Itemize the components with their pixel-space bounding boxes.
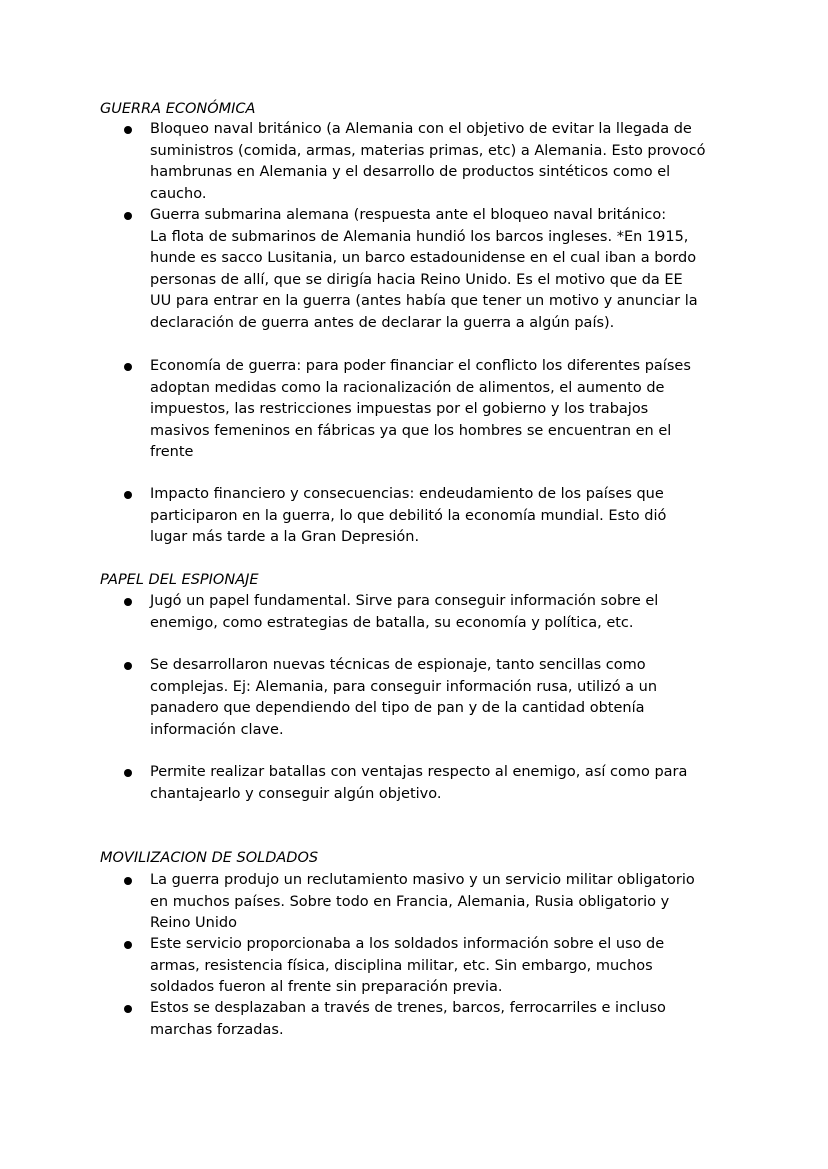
bullet-icon: [124, 941, 132, 949]
bullet-icon: [124, 491, 132, 499]
list-item-bloqueo-naval: Bloqueo naval británico (a Alemania con el objetivo de evitar la llegada de suministros (comida, armas, materias primas, etc) a Alemania. Esto provocó hambrunas en Alemania y el desarrollo de productos sintéticos como el caucho.: [150, 121, 706, 202]
list-item-ventajas-enemigo: Permite realizar batallas con ventajas respecto al enemigo, así como para chantajearlo y conseguir algún objetivo.: [150, 764, 688, 802]
list-item-servicio-militar: Este servicio proporcionaba a los soldados información sobre el uso de armas, resistencia física, disciplina militar, etc. Sin embargo, muchos soldados fueron al frente sin preparación previa.: [150, 936, 665, 995]
section-heading-movilizacion-de-soldados: MOVILIZACION DE SOLDADOS: [100, 850, 319, 866]
list-item-economia-de-guerra: Economía de guerra: para poder financiar el conflicto los diferentes países adoptan medidas como la racionalización de alimentos, el aumento de impuestos, las restricciones impuestas por el gobierno y los trabajos masivos femeninos en fábricas ya que los hombres se encuentran en el frente: [150, 358, 691, 460]
bullet-icon: [124, 363, 132, 371]
bullet-icon: [124, 877, 132, 885]
list-item-papel-fundamental: Jugó un papel fundamental. Sirve para conseguir información sobre el enemigo, como estrategias de batalla, su economía y política, etc.: [150, 593, 659, 631]
section-heading-papel-del-espionaje: PAPEL DEL ESPIONAJE: [100, 572, 259, 588]
list-item-reclutamiento-masivo: La guerra produjo un reclutamiento masivo y un servicio militar obligatorio en muchos países. Sobre todo en Francia, Alemania, Rusia obligatorio y Reino Unido: [150, 872, 695, 931]
bullet-icon: [124, 1005, 132, 1013]
list-item-desplazamiento: Estos se desplazaban a través de trenes, barcos, ferrocarriles e incluso marchas forzadas.: [150, 1000, 666, 1038]
list-item-guerra-submarina: Guerra submarina alemana (respuesta ante el bloqueo naval británico: La flota de submarinos de Alemania hundió los barcos ingleses. *En 1915, hunde es sacco Lusitania, un barco estadounidense en el cual iban a bordo personas de allí, que se dirigía hacia Reino Unido. Es el motivo que da EE UU para entrar en la guerra (antes había que tener un motivo y anunciar la declaración de guerra antes de declarar la guerra a algún país).: [150, 207, 698, 331]
list-item-impacto-financiero: Impacto financiero y consecuencias: endeudamiento de los países que participaron en la guerra, lo que debilitó la economía mundial. Esto dió lugar más tarde a la Gran Depresión.: [150, 486, 667, 545]
list-item-tecnicas-espionaje: Se desarrollaron nuevas técnicas de espionaje, tanto sencillas como complejas. Ej: Alemania, para conseguir información rusa, utilizó a un panadero que dependiendo del tipo de pan y de la cantidad obtenía información clave.: [150, 657, 658, 738]
bullet-icon: [124, 126, 132, 134]
section-heading-guerra-economica: GUERRA ECONÓMICA: [100, 101, 256, 117]
bullet-icon: [124, 662, 132, 670]
bullet-icon: [124, 212, 132, 220]
bullet-icon: [124, 769, 132, 777]
bullet-icon: [124, 598, 132, 606]
